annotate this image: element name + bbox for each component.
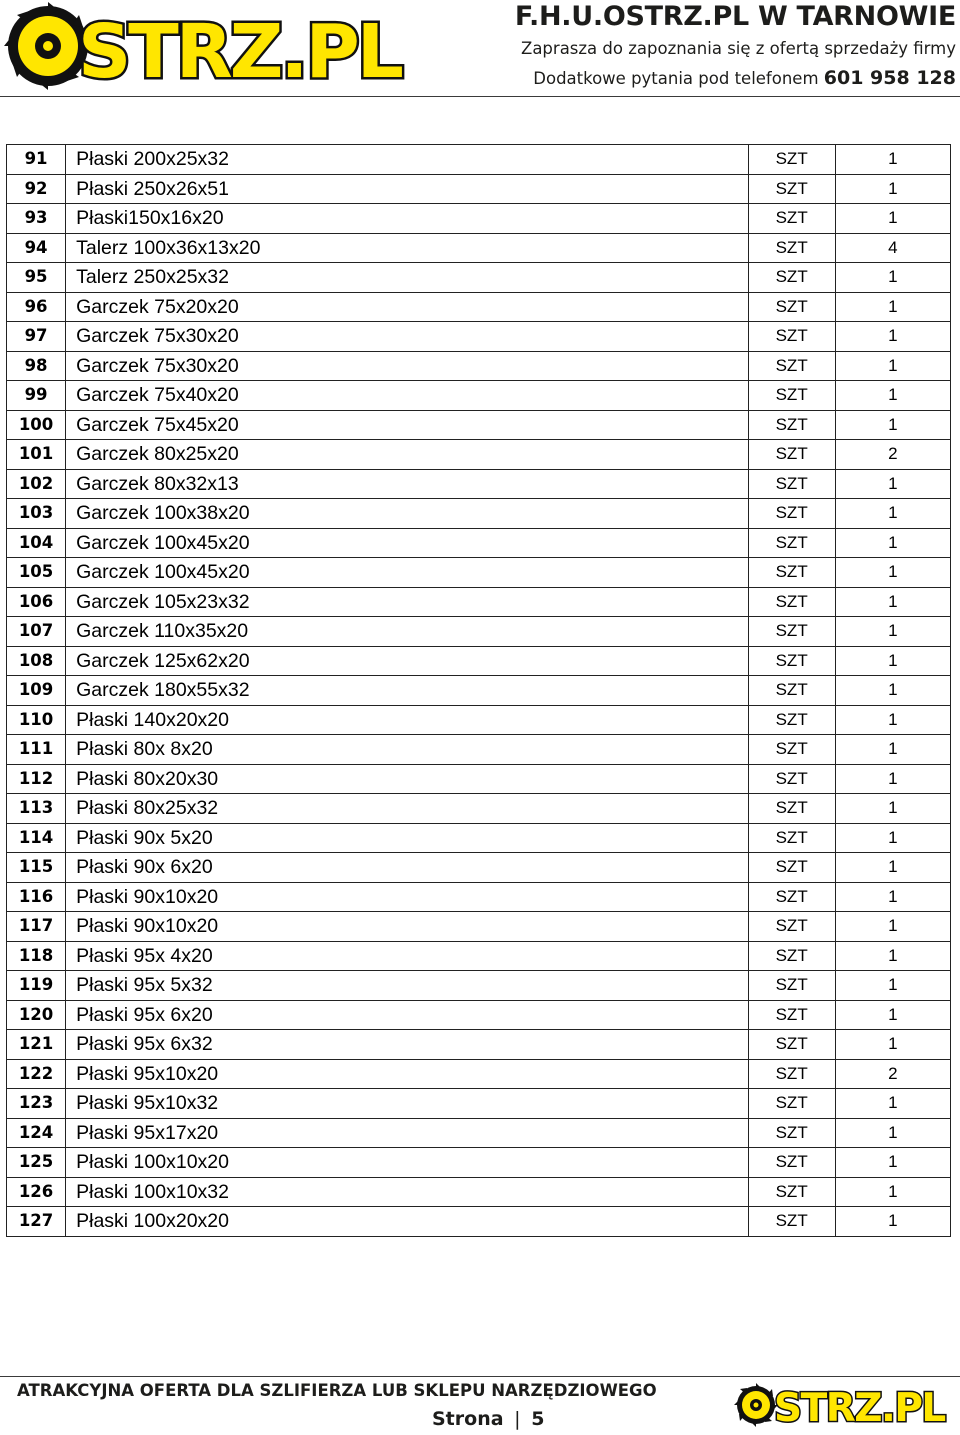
product-name: Talerz 250x25x32 <box>66 263 748 293</box>
table-row <box>7 292 951 322</box>
page-header <box>0 0 960 98</box>
product-name: Garczek 75x40x20 <box>66 381 748 411</box>
unit-cell: SZT <box>748 912 835 942</box>
table-row <box>7 794 951 824</box>
product-name: Płaski150x16x20 <box>66 204 748 234</box>
table-row <box>7 882 951 912</box>
row-number: 124 <box>7 1118 66 1148</box>
product-name: Płaski 100x10x20 <box>66 1148 748 1178</box>
table-row <box>7 145 951 175</box>
quantity-cell: 1 <box>835 351 950 381</box>
saw-blade-logo-icon <box>4 2 434 92</box>
quantity-cell: 1 <box>835 499 950 529</box>
table-row <box>7 174 951 204</box>
product-name: Garczek 80x25x20 <box>66 440 748 470</box>
row-number: 116 <box>7 882 66 912</box>
quantity-cell: 1 <box>835 705 950 735</box>
product-name: Płaski 95x 5x32 <box>66 971 748 1001</box>
table-row <box>7 233 951 263</box>
unit-cell: SZT <box>748 263 835 293</box>
quantity-cell: 1 <box>835 410 950 440</box>
row-number: 121 <box>7 1030 66 1060</box>
product-name: Płaski 100x20x20 <box>66 1207 748 1237</box>
product-name: Płaski 90x10x20 <box>66 882 748 912</box>
row-number: 100 <box>7 410 66 440</box>
row-number: 107 <box>7 617 66 647</box>
unit-cell: SZT <box>748 1118 835 1148</box>
quantity-cell: 1 <box>835 145 950 175</box>
unit-cell: SZT <box>748 794 835 824</box>
table-row <box>7 204 951 234</box>
row-number: 119 <box>7 971 66 1001</box>
table-row <box>7 558 951 588</box>
quantity-cell: 1 <box>835 1177 950 1207</box>
unit-cell: SZT <box>748 528 835 558</box>
quantity-cell: 1 <box>835 735 950 765</box>
table-row <box>7 440 951 470</box>
table-row <box>7 617 951 647</box>
table-row <box>7 1148 951 1178</box>
quantity-cell: 1 <box>835 174 950 204</box>
unit-cell: SZT <box>748 1177 835 1207</box>
quantity-cell: 1 <box>835 263 950 293</box>
row-number: 115 <box>7 853 66 883</box>
unit-cell: SZT <box>748 174 835 204</box>
table-row <box>7 823 951 853</box>
row-number: 104 <box>7 528 66 558</box>
table-row <box>7 1089 951 1119</box>
product-name: Garczek 105x23x32 <box>66 587 748 617</box>
product-name: Płaski 80x25x32 <box>66 794 748 824</box>
footer-logo <box>734 1381 954 1429</box>
row-number: 99 <box>7 381 66 411</box>
row-number: 110 <box>7 705 66 735</box>
product-name: Płaski 90x10x20 <box>66 912 748 942</box>
table-row <box>7 381 951 411</box>
row-number: 109 <box>7 676 66 706</box>
product-name: Garczek 80x32x13 <box>66 469 748 499</box>
product-name: Płaski 95x 6x32 <box>66 1030 748 1060</box>
unit-cell: SZT <box>748 381 835 411</box>
row-number: 125 <box>7 1148 66 1178</box>
product-table-wrapper <box>6 144 951 1237</box>
row-number: 112 <box>7 764 66 794</box>
row-number: 113 <box>7 794 66 824</box>
product-name: Płaski 250x26x51 <box>66 174 748 204</box>
unit-cell: SZT <box>748 1089 835 1119</box>
quantity-cell: 1 <box>835 292 950 322</box>
unit-cell: SZT <box>748 322 835 352</box>
quantity-cell: 4 <box>835 233 950 263</box>
quantity-cell: 1 <box>835 941 950 971</box>
unit-cell: SZT <box>748 145 835 175</box>
table-row <box>7 587 951 617</box>
unit-cell: SZT <box>748 764 835 794</box>
unit-cell: SZT <box>748 617 835 647</box>
product-name: Garczek 75x45x20 <box>66 410 748 440</box>
unit-cell: SZT <box>748 646 835 676</box>
quantity-cell: 1 <box>835 1000 950 1030</box>
product-name: Płaski 80x 8x20 <box>66 735 748 765</box>
table-row <box>7 1118 951 1148</box>
logo-wordmark: STRZ.PL <box>78 9 401 92</box>
product-name: Garczek 75x20x20 <box>66 292 748 322</box>
unit-cell: SZT <box>748 1000 835 1030</box>
quantity-cell: 1 <box>835 381 950 411</box>
quantity-cell: 1 <box>835 794 950 824</box>
row-number: 106 <box>7 587 66 617</box>
row-number: 122 <box>7 1059 66 1089</box>
table-row <box>7 263 951 293</box>
phone-label: Dodatkowe pytania pod telefonem <box>533 69 819 88</box>
unit-cell: SZT <box>748 735 835 765</box>
quantity-cell: 1 <box>835 617 950 647</box>
quantity-cell: 1 <box>835 1118 950 1148</box>
product-name: Garczek 100x45x20 <box>66 528 748 558</box>
table-row <box>7 410 951 440</box>
footer-saw-blade-logo-icon <box>734 1381 954 1429</box>
table-row <box>7 735 951 765</box>
unit-cell: SZT <box>748 823 835 853</box>
product-name: Płaski 200x25x32 <box>66 145 748 175</box>
row-number: 101 <box>7 440 66 470</box>
page-label: Strona <box>432 1408 504 1430</box>
quantity-cell: 2 <box>835 1059 950 1089</box>
quantity-cell: 1 <box>835 1089 950 1119</box>
row-number: 126 <box>7 1177 66 1207</box>
unit-cell: SZT <box>748 469 835 499</box>
unit-cell: SZT <box>748 1059 835 1089</box>
unit-cell: SZT <box>748 941 835 971</box>
footer-divider <box>0 1376 960 1377</box>
product-name: Garczek 180x55x32 <box>66 676 748 706</box>
row-number: 96 <box>7 292 66 322</box>
row-number: 123 <box>7 1089 66 1119</box>
header-contact <box>515 0 956 94</box>
unit-cell: SZT <box>748 705 835 735</box>
unit-cell: SZT <box>748 410 835 440</box>
row-number: 117 <box>7 912 66 942</box>
footer-logo-wordmark: STRZ.PL <box>774 1386 945 1429</box>
unit-cell: SZT <box>748 233 835 263</box>
quantity-cell: 1 <box>835 646 950 676</box>
product-name: Garczek 125x62x20 <box>66 646 748 676</box>
unit-cell: SZT <box>748 971 835 1001</box>
table-row <box>7 469 951 499</box>
product-table-body <box>7 145 951 1237</box>
quantity-cell: 1 <box>835 322 950 352</box>
row-number: 103 <box>7 499 66 529</box>
row-number: 91 <box>7 145 66 175</box>
product-name: Płaski 90x 6x20 <box>66 853 748 883</box>
row-number: 98 <box>7 351 66 381</box>
row-number: 94 <box>7 233 66 263</box>
quantity-cell: 1 <box>835 558 950 588</box>
unit-cell: SZT <box>748 1207 835 1237</box>
table-row <box>7 764 951 794</box>
quantity-cell: 1 <box>835 1148 950 1178</box>
quantity-cell: 1 <box>835 528 950 558</box>
table-row <box>7 853 951 883</box>
quantity-cell: 1 <box>835 764 950 794</box>
unit-cell: SZT <box>748 292 835 322</box>
quantity-cell: 1 <box>835 971 950 1001</box>
product-name: Płaski 90x 5x20 <box>66 823 748 853</box>
quantity-cell: 1 <box>835 676 950 706</box>
header-divider <box>0 96 960 97</box>
table-row <box>7 971 951 1001</box>
row-number: 127 <box>7 1207 66 1237</box>
unit-cell: SZT <box>748 882 835 912</box>
product-name: Płaski 95x 6x20 <box>66 1000 748 1030</box>
unit-cell: SZT <box>748 351 835 381</box>
unit-cell: SZT <box>748 440 835 470</box>
table-row <box>7 1207 951 1237</box>
page-number <box>432 1408 544 1430</box>
unit-cell: SZT <box>748 558 835 588</box>
header-phone-line <box>515 63 956 94</box>
quantity-cell: 1 <box>835 823 950 853</box>
row-number: 118 <box>7 941 66 971</box>
product-name: Garczek 100x45x20 <box>66 558 748 588</box>
row-number: 111 <box>7 735 66 765</box>
strz-logo <box>4 2 434 92</box>
quantity-cell: 1 <box>835 882 950 912</box>
row-number: 108 <box>7 646 66 676</box>
unit-cell: SZT <box>748 204 835 234</box>
row-number: 93 <box>7 204 66 234</box>
table-row <box>7 705 951 735</box>
table-row <box>7 676 951 706</box>
unit-cell: SZT <box>748 676 835 706</box>
row-number: 97 <box>7 322 66 352</box>
page-number-value: 5 <box>531 1408 545 1430</box>
product-name: Płaski 80x20x30 <box>66 764 748 794</box>
table-row <box>7 1059 951 1089</box>
row-number: 105 <box>7 558 66 588</box>
table-row <box>7 351 951 381</box>
product-name: Płaski 140x20x20 <box>66 705 748 735</box>
product-name: Talerz 100x36x13x20 <box>66 233 748 263</box>
table-row <box>7 1177 951 1207</box>
table-row <box>7 912 951 942</box>
product-table <box>6 144 951 1237</box>
unit-cell: SZT <box>748 853 835 883</box>
product-name: Garczek 75x30x20 <box>66 351 748 381</box>
product-name: Płaski 95x17x20 <box>66 1118 748 1148</box>
quantity-cell: 1 <box>835 204 950 234</box>
footer-offer-text: ATRAKCYJNA OFERTA DLA SZLIFIERZA LUB SKLEPU NARZĘDZIOWEGO <box>17 1381 657 1400</box>
quantity-cell: 1 <box>835 912 950 942</box>
product-name: Płaski 95x10x32 <box>66 1089 748 1119</box>
row-number: 120 <box>7 1000 66 1030</box>
table-row <box>7 1000 951 1030</box>
unit-cell: SZT <box>748 1030 835 1060</box>
table-row <box>7 941 951 971</box>
row-number: 95 <box>7 263 66 293</box>
quantity-cell: 2 <box>835 440 950 470</box>
quantity-cell: 1 <box>835 853 950 883</box>
table-row <box>7 322 951 352</box>
product-name: Garczek 110x35x20 <box>66 617 748 647</box>
product-name: Garczek 75x30x20 <box>66 322 748 352</box>
unit-cell: SZT <box>748 587 835 617</box>
page-separator: | <box>514 1408 521 1430</box>
row-number: 102 <box>7 469 66 499</box>
unit-cell: SZT <box>748 1148 835 1178</box>
company-name: F.H.U.OSTRZ.PL W TARNOWIE <box>514 1 956 32</box>
row-number: 92 <box>7 174 66 204</box>
quantity-cell: 1 <box>835 1030 950 1060</box>
row-number: 114 <box>7 823 66 853</box>
product-name: Płaski 95x10x20 <box>66 1059 748 1089</box>
table-row <box>7 1030 951 1060</box>
table-row <box>7 528 951 558</box>
header-tagline: Zaprasza do zapoznania się z ofertą sprzedaży firmy <box>521 39 956 58</box>
table-row <box>7 499 951 529</box>
product-name: Płaski 95x 4x20 <box>66 941 748 971</box>
product-name: Płaski 100x10x32 <box>66 1177 748 1207</box>
phone-number: 601 958 128 <box>823 67 956 89</box>
unit-cell: SZT <box>748 499 835 529</box>
quantity-cell: 1 <box>835 587 950 617</box>
product-name: Garczek 100x38x20 <box>66 499 748 529</box>
quantity-cell: 1 <box>835 1207 950 1237</box>
quantity-cell: 1 <box>835 469 950 499</box>
table-row <box>7 646 951 676</box>
